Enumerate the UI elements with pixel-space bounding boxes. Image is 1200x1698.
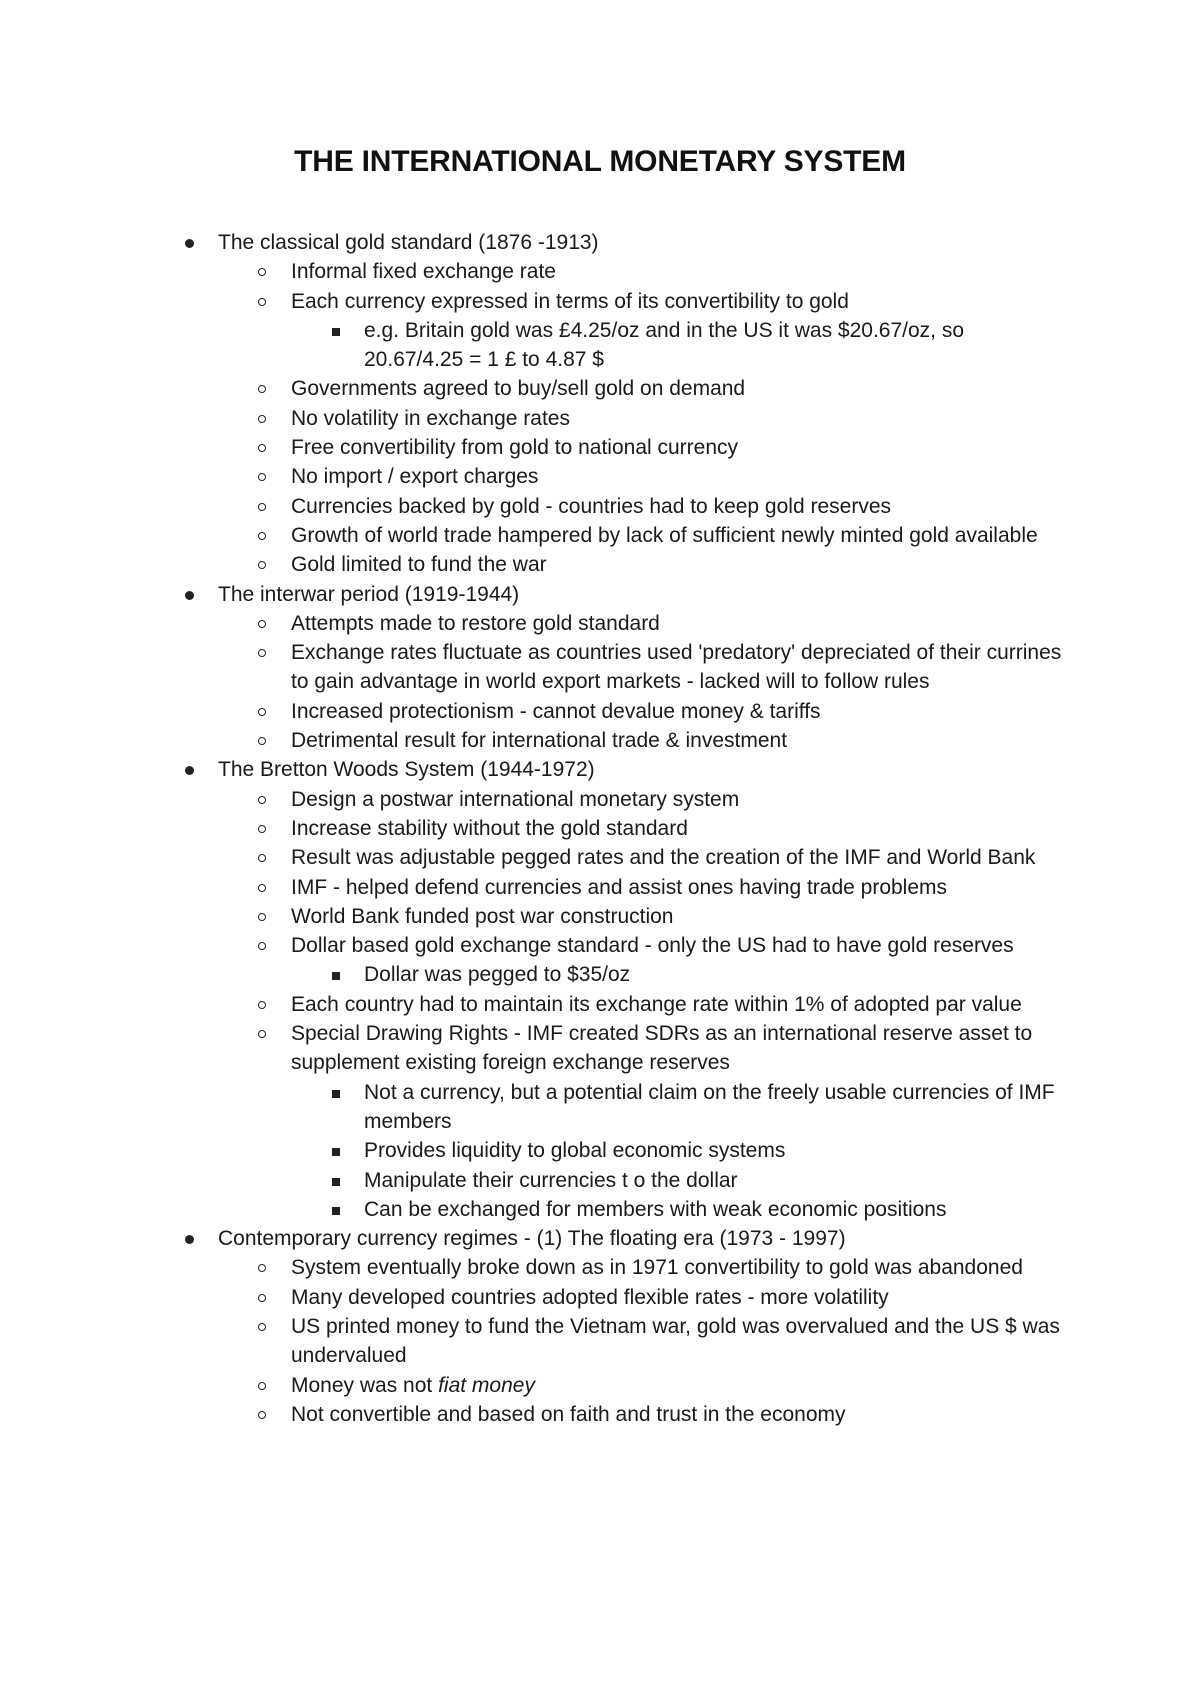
hollow-circle-bullet-icon (258, 503, 266, 511)
filled-circle-bullet-icon (185, 591, 194, 600)
item-text: Each currency expressed in terms of its convertibility to gold (291, 289, 849, 313)
item-text: Dollar was pegged to $35/oz (364, 963, 631, 987)
item-text: Governments agreed to buy/sell gold on demand (291, 377, 746, 401)
item-text: The Bretton Woods System (1944-1972) (218, 758, 595, 782)
outline-item (0, 990, 1066, 1019)
hollow-circle-bullet-icon (258, 532, 266, 540)
hollow-circle-bullet-icon (258, 620, 266, 628)
outline-item (0, 1371, 1066, 1400)
item-text: Increase stability without the gold standard (291, 816, 688, 840)
hollow-circle-bullet-icon (258, 473, 266, 481)
item-text: US printed money to fund the Vietnam war, gold was overvalued and the US $ was undervalued (291, 1314, 1060, 1368)
hollow-circle-bullet-icon (258, 913, 266, 921)
item-text: Growth of world trade hampered by lack of sufficient newly minted gold available (291, 523, 1038, 547)
item-text: The interwar period (1919-1944) (218, 582, 520, 606)
hollow-circle-bullet-icon (258, 1411, 266, 1419)
hollow-circle-bullet-icon (258, 298, 266, 306)
outline-item (0, 257, 1066, 286)
outline-item (0, 1195, 1066, 1224)
hollow-circle-bullet-icon (258, 268, 266, 276)
item-text: Currencies backed by gold - countries had to keep gold reserves (291, 494, 891, 518)
hollow-circle-bullet-icon (258, 1264, 266, 1272)
hollow-circle-bullet-icon (258, 825, 266, 833)
item-text: Attempts made to restore gold standard (291, 611, 660, 635)
item-text: Informal fixed exchange rate (291, 260, 556, 284)
outline-item (0, 697, 1066, 726)
hollow-circle-bullet-icon (258, 942, 266, 950)
outline-item (0, 873, 1066, 902)
outline-item (0, 726, 1066, 755)
outline-item (0, 1078, 1066, 1137)
filled-circle-bullet-icon (185, 766, 194, 775)
item-text: IMF - helped defend currencies and assist ones having trade problems (291, 875, 948, 899)
item-text: Contemporary currency regimes - (1) The floating era (1973 - 1997) (218, 1227, 846, 1251)
hollow-circle-bullet-icon (258, 1030, 266, 1038)
item-text: Free convertibility from gold to national currency (291, 436, 739, 460)
outline-item (0, 287, 1066, 316)
hollow-circle-bullet-icon (258, 884, 266, 892)
outline-item (0, 960, 1066, 989)
outline-item (0, 1312, 1066, 1371)
outline-item (0, 931, 1066, 960)
outline-item (0, 521, 1066, 550)
item-text: Detrimental result for international trade & investment (291, 729, 788, 753)
item-text: Gold limited to fund the war (291, 553, 547, 577)
hollow-circle-bullet-icon (258, 561, 266, 569)
square-bullet-icon (332, 1178, 340, 1186)
outline-item (0, 1283, 1066, 1312)
outline-item (0, 462, 1066, 491)
outline-item (0, 1224, 1058, 1253)
hollow-circle-bullet-icon (258, 1294, 266, 1302)
outline-item (0, 902, 1066, 931)
hollow-circle-bullet-icon (258, 1001, 266, 1009)
outline-item (0, 1253, 1066, 1282)
item-text: e.g. Britain gold was £4.25/oz and in the US it was $20.67/oz, so 20.67/4.25 = 1 £ to 4.87 $ (364, 318, 965, 372)
item-text-emphasis: fiat money (438, 1373, 535, 1397)
item-text: Exchange rates fluctuate as countries used 'predatory' depreciated of their currines to gain advantage in world export markets - lacked will to follow rules (291, 641, 1062, 694)
hollow-circle-bullet-icon (258, 796, 266, 804)
filled-circle-bullet-icon (185, 239, 194, 248)
item-text: No volatility in exchange rates (291, 406, 570, 430)
hollow-circle-bullet-icon (258, 1382, 266, 1390)
square-bullet-icon (332, 1207, 340, 1215)
item-text: Design a postwar international monetary system (291, 787, 740, 811)
outline-item (0, 843, 1066, 872)
item-text: The classical gold standard (1876 -1913) (218, 231, 599, 254)
item-text: Many developed countries adopted flexible rates - more volatility (291, 1285, 889, 1309)
item-text: Result was adjustable pegged rates and the creation of the IMF and World Bank (291, 846, 1036, 870)
hollow-circle-bullet-icon (258, 854, 266, 862)
item-text: Special Drawing Rights - IMF created SDRs as an international reserve asset to supplement existing foreign exchange reserves (291, 1022, 1033, 1075)
outline-item (0, 580, 1058, 609)
item-text: Can be exchanged for members with weak economic positions (364, 1197, 947, 1221)
outline-item (0, 814, 1066, 843)
outline-item (0, 433, 1066, 462)
outline-item (0, 755, 1058, 784)
filled-circle-bullet-icon (185, 1235, 194, 1244)
outline-item (0, 1166, 1066, 1195)
outline-item (0, 404, 1066, 433)
square-bullet-icon (332, 1090, 340, 1098)
item-text: Money was not (291, 1373, 439, 1397)
hollow-circle-bullet-icon (258, 649, 266, 657)
item-text: Manipulate their currencies t o the dollar (364, 1168, 738, 1192)
item-text: Each country had to maintain its exchange rate within 1% of adopted par value (291, 992, 1022, 1016)
item-text: No import / export charges (291, 465, 539, 489)
outline-item (0, 609, 1066, 638)
outline-item (0, 1400, 1066, 1429)
square-bullet-icon (332, 1148, 340, 1156)
square-bullet-icon (332, 328, 340, 336)
hollow-circle-bullet-icon (258, 1323, 266, 1331)
document-title: THE INTERNATIONAL MONETARY SYSTEM (294, 145, 906, 178)
item-text: Dollar based gold exchange standard - only the US had to have gold reserves (291, 934, 1014, 958)
outline-item (0, 550, 1066, 579)
square-bullet-icon (332, 972, 340, 980)
hollow-circle-bullet-icon (258, 415, 266, 423)
outline-item (0, 1019, 1066, 1078)
outline-item (0, 228, 1058, 257)
outline-list (0, 228, 1200, 1429)
item-text: Provides liquidity to global economic systems (364, 1139, 786, 1163)
hollow-circle-bullet-icon (258, 385, 266, 393)
outline-item (0, 785, 1066, 814)
outline-item (0, 1136, 1066, 1165)
item-text: World Bank funded post war construction (291, 904, 674, 928)
outline-item (0, 374, 1066, 403)
hollow-circle-bullet-icon (258, 737, 266, 745)
outline-item (0, 492, 1066, 521)
hollow-circle-bullet-icon (258, 708, 266, 716)
hollow-circle-bullet-icon (258, 444, 266, 452)
item-text: Increased protectionism - cannot devalue money & tariffs (291, 699, 821, 723)
outline-item (0, 638, 1066, 697)
item-text: System eventually broke down as in 1971 convertibility to gold was abandoned (291, 1256, 1023, 1280)
item-text: Not a currency, but a potential claim on the freely usable currencies of IMF members (364, 1080, 1055, 1133)
item-text: Not convertible and based on faith and trust in the economy (291, 1402, 846, 1426)
outline-item (0, 316, 1066, 375)
